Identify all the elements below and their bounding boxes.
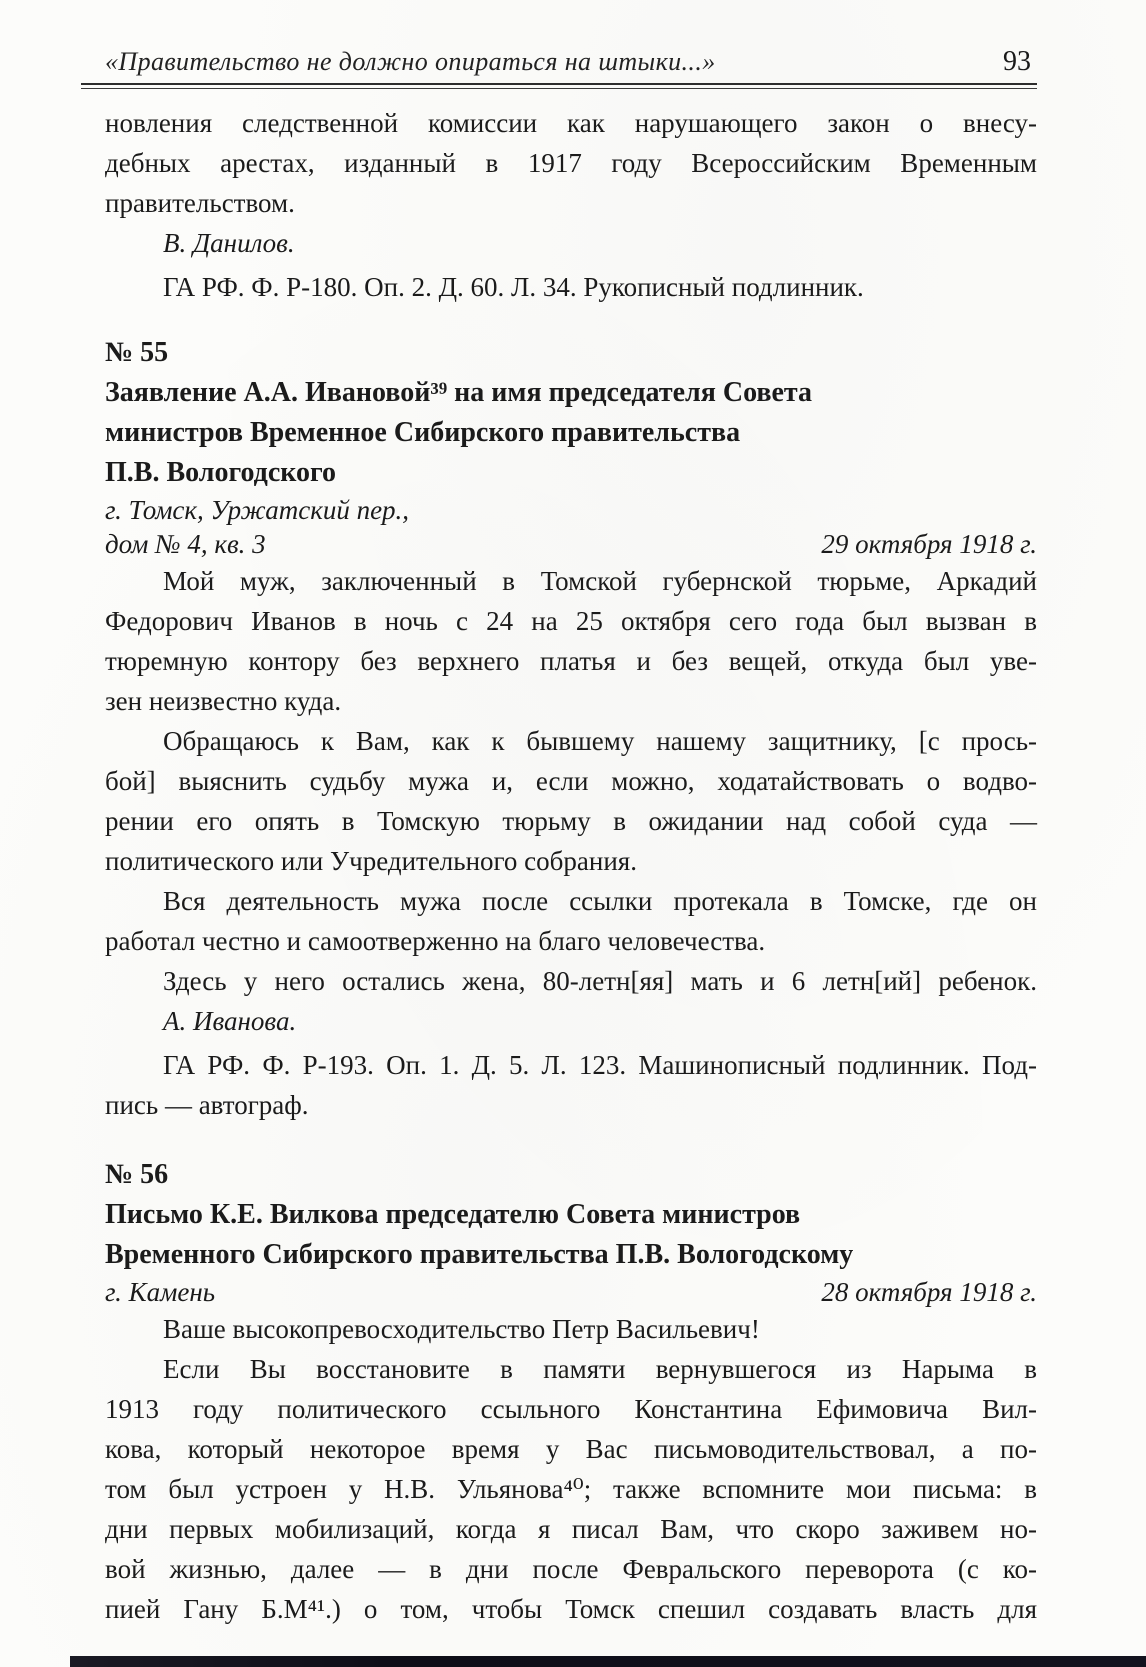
text-line: правительством. (105, 188, 295, 218)
place-line: г. Томск, Уржатский пер., (105, 495, 410, 525)
place-line: г. Камень (105, 1277, 216, 1307)
text-line: пией Гану Б.М⁴¹.) о том, чтобы Томск спешил создавать власть для (105, 1594, 1037, 1624)
doc-title-line: П.В. Вологодского (105, 457, 337, 488)
doc-55 (105, 333, 1037, 1125)
archive-reference-line: пись — автограф. (105, 1090, 309, 1120)
text-line: политического или Учредительного собрания. (105, 846, 637, 876)
doc-title-line: Временного Сибирского правительства П.В. Вологодскому (105, 1239, 854, 1270)
place-date-row (105, 1275, 1037, 1309)
text-line: дни первых мобилизаций, когда я писал Вам, что скоро заживем но- (105, 1514, 1037, 1544)
text-line: зен неизвестно куда. (105, 686, 342, 716)
text-line: работал честно и самоотверженно на благо человечества. (105, 926, 766, 956)
date-line: 29 октября 1918 г. (821, 529, 1037, 559)
archive-reference-line: ГА РФ. Ф. Р-193. Оп. 1. Д. 5. Л. 123. Машинописный подлинник. Под- (163, 1050, 1037, 1080)
doc-54-continuation (105, 103, 1037, 307)
page-body (105, 103, 1037, 1629)
text-line: Обращаюсь к Вам, как к бывшему нашему защитнику, [с прось- (163, 726, 1037, 756)
running-header: «Правительство не должно опираться на штыки...» (105, 47, 716, 76)
text-line: Ваше высокопревосходительство Петр Васильевич! (163, 1314, 760, 1344)
text-line: том был устроен у Н.В. Ульянова⁴⁰; также вспомните мои письма: в (105, 1474, 1037, 1504)
doc-number: № 55 (105, 337, 169, 368)
signature-line: А. Иванова. (163, 1006, 297, 1036)
page-number: 93 (1003, 46, 1031, 77)
doc-56 (105, 1155, 1037, 1629)
header-rule (81, 83, 1037, 89)
text-line: кова, который некоторое время у Вас письмоводительствовал, а по- (105, 1434, 1037, 1464)
text-line: тюремную контору без верхнего платья и без вещей, откуда был уве- (105, 646, 1037, 676)
archive-reference-line: ГА РФ. Ф. Р-180. Оп. 2. Д. 60. Л. 34. Рукописный подлинник. (163, 272, 864, 302)
text-line: дебных арестах, изданный в 1917 году Всероссийским Временным (105, 148, 1037, 178)
doc-title-line: Письмо К.Е. Вилкова председателю Совета министров (105, 1199, 801, 1230)
text-line: Если Вы восстановите в памяти вернувшегося из Нарыма в (163, 1354, 1037, 1384)
text-line: Здесь у него остались жена, 80-летн[яя] мать и 6 летн[ий] ребенок. (163, 966, 1037, 996)
text-line: бой] выяснить судьбу мужа и, если можно, ходатайствовать о водво- (105, 766, 1037, 796)
text-line: Федорович Иванов в ночь с 24 на 25 октября сего года был вызван в (105, 606, 1037, 636)
signature-line: В. Данилов. (163, 228, 295, 258)
text-line: 1913 году политического ссыльного Константина Ефимовича Вил- (105, 1394, 1037, 1424)
scan-artifact-bar (70, 1656, 1146, 1667)
date-line: 28 октября 1918 г. (821, 1277, 1037, 1307)
text-line: рении его опять в Томскую тюрьму в ожидании над собой суда — (105, 806, 1037, 836)
running-header-row (105, 46, 1037, 78)
text-line: Мой муж, заключенный в Томской губернской тюрьме, Аркадий (163, 566, 1037, 596)
doc-title-line: Заявление А.А. Ивановой³⁹ на имя председателя Совета (105, 377, 813, 408)
place-date-row (105, 527, 1037, 561)
text-line: новления следственной комиссии как нарушающего закон о внесу- (105, 108, 1037, 138)
place-line: дом № 4, кв. 3 (105, 529, 266, 559)
doc-number: № 56 (105, 1159, 169, 1190)
text-line: Вся деятельность мужа после ссылки протекала в Томске, где он (163, 886, 1037, 916)
doc-title-line: министров Временное Сибирского правительства (105, 417, 741, 448)
text-line: вой жизнью, далее — в дни после Февральского переворота (с ко- (105, 1554, 1037, 1584)
